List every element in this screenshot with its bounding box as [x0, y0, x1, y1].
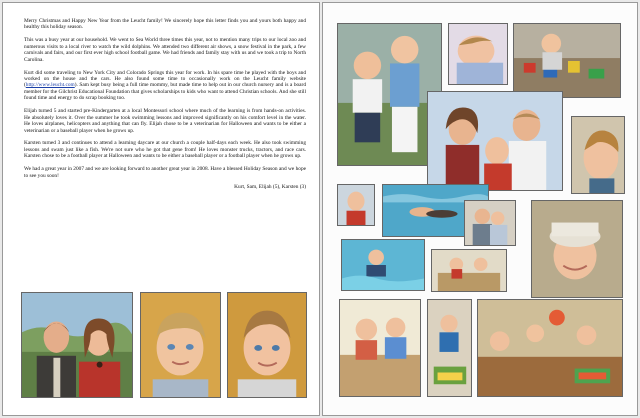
birthday-party-photo	[339, 299, 421, 397]
letter-page	[2, 2, 320, 416]
family-portrait-photo	[21, 292, 133, 398]
table-gathering-photo	[477, 299, 623, 397]
red-shirt-boy-photo	[337, 184, 375, 226]
sleeping-child-photo	[448, 23, 508, 85]
photo-collage-page	[322, 2, 638, 416]
playroom-toys-photo	[513, 23, 621, 98]
letter-paragraph-4: Karsten turned 3 and continues to attend a learning daycare at our church a couple half-days each week. He also took swimming lessons and swam just like a fish. We're not sure who he got that gene from! He loves monster trucks, tractors, and race cars. Karsten chose to be a football player at Halloween and wants to be either a baseball player or a football player when he grows up.	[24, 140, 306, 160]
letter-body	[24, 18, 306, 197]
elijah-portrait-photo	[140, 292, 221, 398]
letter-closing: We had a great year in 2007 and we are looking forward to another great year in 2008. Have a blessed Holiday Season and we hope to see you soon!	[24, 166, 306, 179]
letter-paragraph-2	[24, 70, 306, 102]
smiling-boy-in-hat-photo	[531, 200, 623, 298]
family-closeup-photo	[427, 91, 563, 191]
letter-signature: Kurt, Sam, Elijah (5), Karsten (3)	[234, 184, 306, 191]
letter-greeting: Merry Christmas and Happy New Year from the Leucht family! We sincerely hope this letter finds you and yours both happy and healthy this holiday season.	[24, 18, 306, 31]
letter-paragraph-1: This was a busy year at our household. We went to Sea World three times this year, not to mention many trips to our local zoo and numerous visits to a local river to watch the wild dolphins. We attended two different air shows, a snow festival in the park, a few carnivals and fairs, and our first ever high school football game. We had friends and family stay with us and we took a trip to North Carolina.	[24, 37, 306, 63]
paragraph-2-end: ). Sam kept busy being a full time mommy, but made time to help out in our church nursery and is a board member for the Gilchrist Educational Foundation that gives scholarships to kids who want to attend Christian schools. And she still found time and energy to do scrap booking too.	[24, 82, 306, 102]
karsten-portrait-photo	[227, 292, 307, 398]
cake-and-kids-photo	[427, 299, 472, 397]
letter-paragraph-3: Elijah turned 5 and started pre-Kindergarten at a local Montessori school where much of the learning is from hands-on activities. He absolutely loves it. Over the summer he took swimming lessons and improved significantly on his comfort level in the water. He loves airplanes, helicopters and anything that can fly. Elijah chose to be a veterinarian for Halloween and wants to be either a veterinarian or a baseball player when he grows up.	[24, 108, 306, 134]
dad-and-son-photo	[464, 200, 516, 246]
website-link[interactable]: http://www.leucht.com	[25, 82, 75, 89]
karsten-profile-photo	[571, 116, 625, 194]
dining-table-photo	[431, 249, 507, 292]
paragraph-2-start: Kurt did some traveling to New York City and Colorado Springs this year for work. In his spare time he played with the boys and worked on the house and the cars. He also found some time to occasionally work on the Leucht family website (	[24, 69, 306, 89]
pool-splash-photo	[341, 239, 425, 291]
